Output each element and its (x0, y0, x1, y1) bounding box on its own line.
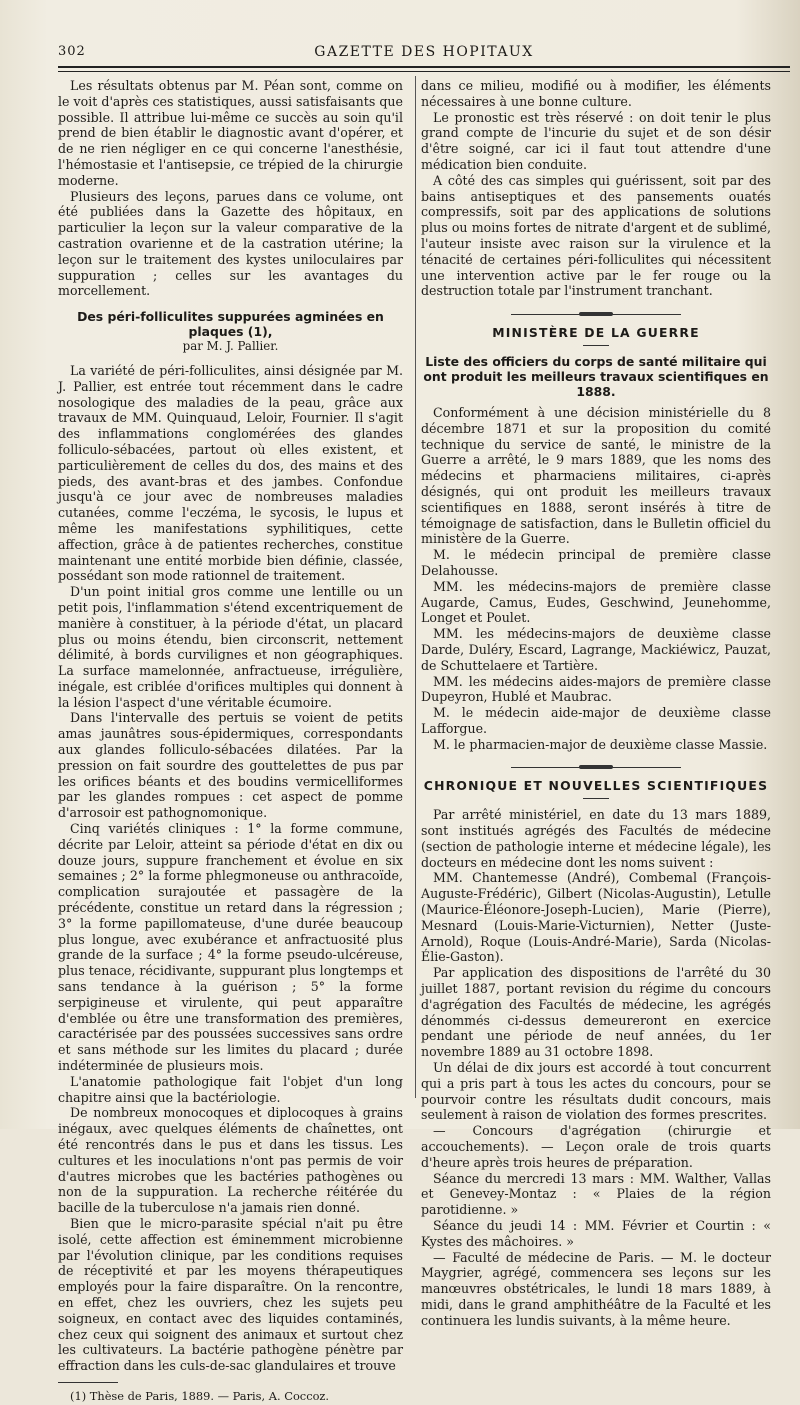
paragraph: D'un point initial gros comme une lentille ou un petit pois, l'inflammation s'étend excentriquement de manière à constituer, à la période d'état, un placard plus ou moins étendu, bien circonscrit, nettement délimité, à bords curvilignes et non géographiques. La surface mamelonnée, anfractueuse, irrégulière, inégale, est criblée d'orifices multiples qui donnent à la lésion l'aspect d'une véritable écumoire. (58, 584, 403, 710)
footnote: (1) Thèse de Paris, 1889. — Paris, A. Coccoz. (70, 1388, 330, 1403)
paragraph: M. le pharmacien-major de deuxième classe Massie. (433, 736, 768, 752)
paragraph: L'anatomie pathologique fait l'objet d'un long chapitre ainsi que la bactériologie. (58, 1073, 403, 1105)
journal-title: GAZETTE DES HOPITAUX (314, 44, 534, 60)
header-rule (58, 66, 790, 68)
paragraph: MM. les médecins aides-majors de première classe Dupeyron, Hublé et Maubrac. (421, 673, 771, 705)
paragraph: Le pronostic est très réservé : on doit tenir le plus grand compte de l'incurie du sujet et de son désir d'être soigné, car ici il faut tout attendre d'une médication bien conduite. (421, 109, 771, 172)
page-number: 302 (58, 44, 86, 59)
paragraph: Bien que le micro-parasite spécial n'ait pu être isolé, cette affection est éminemment microbienne par l'évolution clinique, par les conditions requises de réceptivité et par les moyens thérapeutiques employés pour la faire disparaître. On la rencontre, en effet, chez les ouvriers, chez les sujets peu soigneux, en contact avec des liquides contaminés, chez ceux qui soignent des animaux et surtout chez les cultivateurs. La bactérie pathogène pénètre par effraction dans les culs-de-sac glandulaires et trouve (58, 1215, 403, 1374)
paragraph: Séance du mercredi 13 mars : MM. Walther, Vallas et Genevey-Montaz : « Plaies de la région parotidienne. » (421, 1170, 771, 1218)
paragraph: M. le médecin principal de première classe Delahousse. (421, 547, 771, 578)
paragraph: MM. les médecins-majors de deuxième classe Darde, Duléry, Escard, Lagrange, Mackiéwicz, Pauzat, de Schuttelaere et Tartière. (421, 626, 771, 673)
paragraph: Les résultats obtenus par M. Péan sont, comme on le voit d'après ces statistiques, aussi satisfaisants que possible. Il attribue lui-même ce succès au soin qu'il prend de bien établir le diagnostic avant d'opérer, et de ne rien négliger en ce qui concerne l'anesthésie, l'hémostasie et l'antisepsie, ce trépied de la chirurgie moderne. (58, 78, 403, 188)
section-rule (583, 798, 609, 799)
paragraph: Dans l'intervalle des pertuis se voient de petits amas jaunâtres sous-épidermiques, correspondants aux glandes folliculo-sébacées dilatées. Par la pression on fait sourdre des gouttelettes de pus par les orifices béants et des boudins vermicelliformes par les glandes rompues : cet aspect de pomme d'arrosoir est pathognomonique. (58, 710, 403, 821)
paragraph: Cinq variétés cliniques : 1° la forme commune, décrite par Leloir, atteint sa période d'état en dix ou douze jours, suppure franchement et évolue en six semaines ; 2° la forme phlegmoneuse ou anthracoïde, complication surajoutée et passagère de la précédente, constitue un retard dans la régression ; 3° la forme papillomateuse, d'une durée beaucoup plus longue, avec exubérance et anfractuosité plus grande de la surface ; 4° la forme pseudo-ulcéreuse, plus tenace, récidivante, suppurant plus longtemps et sans tendance à la guérison ; 5° la forme serpigineuse et virulente, qui peut apparaître d'emblée ou être une transformation des premières, caractérisée par des poussées successives sans ordre et sans méthode sur les limites du placard ; durée indéterminée de plusieurs mois. (58, 821, 403, 1074)
paragraph: Par application des dispositions de l'arrêté du 30 juillet 1887, portant revision du régime du concours d'agrégation des Facultés de médecine, les agrégés dénommés ci-dessus demeureront en exercice pendant une période de neuf années, du 1er novembre 1889 au 31 octobre 1898. (421, 965, 771, 1060)
paragraph: MM. les médecins-majors de première classe Augarde, Camus, Eudes, Geschwind, Jeunehomme, Longet et Poulet. (421, 578, 771, 626)
paragraph: A côté des cas simples qui guérissent, soit par des bains antiseptiques et des pansements ouatés compressifs, soit par des applications de solutions plus ou moins fortes de nitrate d'argent et de sublimé, l'auteur insiste avec raison sur la virulence et la ténacité de certaines péri-folliculites qui nécessitent une intervention active par le fer rouge ou la destruction totale par l'instrument tranchant. (421, 172, 771, 299)
paragraph: — Concours d'agrégation (chirurgie et accouchements). — Leçon orale de trois quarts d'heure après trois heures de préparation. (421, 1123, 771, 1170)
column-divider (415, 76, 416, 1098)
paragraph: Par arrêté ministériel, en date du 13 mars 1889, sont institués agrégés des Facultés de médecine (section de pathologie interne et médecine légale), les docteurs en médecine dont les noms suivent : (421, 807, 771, 870)
left-column (58, 78, 403, 1405)
footnote-rule (58, 1382, 118, 1383)
paragraph: MM. Chantemesse (André), Combemal (François-Auguste-Frédéric), Gilbert (Nicolas-Augustin), Letulle (Maurice-Éléonore-Joseph-Lucien), Marie (Pierre), Mesnard (Louis-Marie-Victurnien), Netter (Juste-Arnold), Roque (Louis-André-Marie), Sarda (Nicolas-Élie-Gaston). (421, 870, 771, 965)
paragraph: De nombreux monocoques et diplocoques à grains inégaux, avec quelques éléments de chaînettes, ont été rencontrés dans le pus et dans les tissus. Les cultures et les inoculations n'ont pas permis de voir d'autres microbes que les bactéries pathogènes ou non de la suppuration. La recherche réitérée du bacille de la tuberculose n'a jamais rien donné. (58, 1105, 403, 1216)
right-column (421, 78, 771, 1329)
section-rule (583, 345, 609, 346)
paragraph: dans ce milieu, modifié ou à modifier, les éléments nécessaires à une bonne culture. (421, 78, 771, 109)
paragraph: La variété de péri-folliculites, ainsi désignée par M. J. Pallier, est entrée tout récemment dans le cadre nosologique des maladies de la peau, grâce aux travaux de MM. Quinquaud, Leloir, Fournier. Il s'agit des inflammations conglomérées des glandes folliculo-sébacées, partout où elles existent, et particulièrement de celles du dos, des mains et des pieds, des avant-bras et des jambes. Confondue jusqu'à ce jour avec de nombreuses maladies cutanées, comme l'eczéma, le sycosis, le lupus et même les manifestations syphilitiques, cette affection, grâce à de patientes recherches, constitue maintenant une entité morbide bien définie, classée, possédant son mode rationnel de traitement. (58, 362, 403, 584)
paragraph: Plusieurs des leçons, parues dans ce volume, ont été publiées dans la Gazette des hôpitaux, en particulier la leçon sur la valeur comparative de la castration ovarienne et de la castration utérine; la leçon sur le traitement des kystes uniloculaires par suppuration ; celles sur les avantages du morcellement. (58, 188, 403, 299)
article-heading: Des péri-folliculites suppurées agminées en plaques (1), (77, 309, 384, 340)
paragraph: — Faculté de médecine de Paris. — M. le docteur Maygrier, agrégé, commencera ses leçons sur les manœuvres obstétricales, le lundi 18 mars 1889, à midi, dans le grand amphithéâtre de la Faculté et les continuera les lundis suivants, à la même heure. (421, 1249, 771, 1328)
article-heading: Liste des officiers du corps de santé militaire qui ont produit les meilleurs travaux scientifiques en 1888. (423, 353, 769, 399)
paragraph: Conformément à une décision ministérielle du 8 décembre 1871 et sur la proposition du comité technique du service de santé, le ministre de la Guerre a arrêté, le 9 mars 1889, que les noms des médecins et pharmaciens militaires, ci-après désignés, qui ont produit les meilleurs travaux scientifiques en 1888, seront insérés à titre de témoignage de satisfaction, dans le Bulletin officiel du ministère de la Guerre. (421, 404, 771, 547)
section-title: CHRONIQUE ET NOUVELLES SCIENTIFIQUES (423, 778, 769, 794)
section-ornament (511, 311, 681, 317)
page-header (58, 42, 790, 62)
section-title: MINISTÈRE DE LA GUERRE (492, 325, 700, 341)
paragraph: M. le médecin aide-major de deuxième classe Lafforgue. (421, 705, 771, 736)
header-rule-thin (58, 71, 790, 72)
paragraph: Séance du jeudi 14 : MM. Février et Courtin : « Kystes des mâchoires. » (421, 1218, 771, 1249)
section-ornament (511, 764, 681, 770)
article-byline: par M. J. Pallier. (182, 339, 279, 354)
paragraph: Un délai de dix jours est accordé à tout concurrent qui a pris part à tous les actes du concours, pour se pourvoir contre les résultats dudit concours, mais seulement à raison de violation des formes prescrites. (421, 1060, 771, 1123)
